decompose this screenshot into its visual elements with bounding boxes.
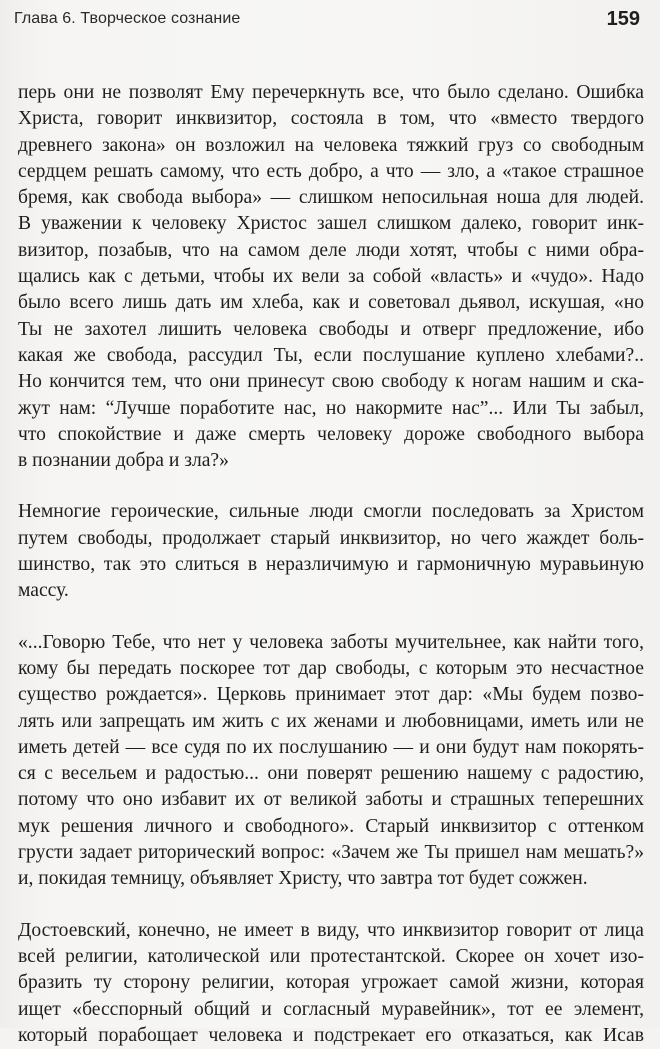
text-line: путем свободы, продолжает старый инквизитор, но чего жаждет боль- <box>18 527 644 549</box>
text-line: мук решения личного и свободного». Старый инквизитор с оттенком <box>18 815 644 837</box>
text-line: какая же свобода, рассудил Ты, если послушание куплено хлебами?.. <box>18 344 644 366</box>
text-line: ищет «бесспорный общий и согласный муравейник», тот ее элемент, <box>18 998 644 1020</box>
text-line: Немногие героические, сильные люди смогли последовать за Христом <box>18 501 644 523</box>
text-line: жут нам: “Лучше поработите нас, но накормите нас”... Или Ты забыл, <box>18 397 644 419</box>
paragraph <box>18 630 644 893</box>
text-line: и, покидая темницу, объявляет Христу, что завтра тот будет сожжен. <box>18 868 588 890</box>
text-line: бразить ту сторону религии, которая угрожает самой жизни, которая <box>18 972 644 994</box>
page-number: 159 <box>606 8 640 30</box>
text-line: что спокойствие и даже смерть человеку дороже свободного выбора <box>18 423 644 445</box>
body-text <box>18 80 644 1049</box>
text-line: массу. <box>18 580 69 602</box>
text-line: сердцем решать самому, что есть добро, а что — зло, а «такое страшное <box>18 160 644 182</box>
text-line: лять или запрещать им жить с их женами и любовницами, иметь или не <box>18 710 644 732</box>
text-line: щались как с детьми, чтобы их вели за собой «власть» и «чудо». Надо <box>18 266 644 288</box>
text-line: всей религии, католической или протестантской. Скорее он хочет изо- <box>18 945 644 967</box>
text-line: в познании добра и зла?» <box>18 450 229 472</box>
text-line: существо рождается». Церковь принимает этот дар: «Мы будем позво- <box>18 684 644 706</box>
text-line: который порабощает человека и подстрекает его отказаться, как Исав <box>18 1024 644 1046</box>
text-line: грусти задает риторический вопрос: «Зачем же Ты пришел нам мешать?» <box>18 842 644 864</box>
text-line: Но кончится тем, что они принесут свою свободу к ногам нашим и ска- <box>18 371 644 393</box>
text-line: ся с весельем и радостью... они поверят решению нашему с радостию, <box>18 763 644 785</box>
text-line: кому бы передать поскорее тот дар свободы, с которым это несчастное <box>18 657 644 679</box>
text-line: бремя, как свобода выбора» — слишком непосильная ноша для людей. <box>18 187 644 209</box>
text-line: потому что оно избавит их от великой заботы и страшных теперешних <box>18 789 644 811</box>
text-line: Достоевский, конечно, не имеет в виду, что инквизитор говорит от лица <box>18 919 644 941</box>
text-line: «...Говорю Тебе, что нет у человека заботы мучительнее, как найти того, <box>18 631 644 653</box>
text-line: Ты не захотел лишить человека свободы и отверг предложение, ибо <box>18 318 644 340</box>
page-header <box>14 8 640 34</box>
text-line: иметь детей — все судя по их послушанию — и они будут нам покорять- <box>18 736 644 758</box>
text-line: В уважении к человеку Христос зашел слишком далеко, говорит инк- <box>18 213 644 235</box>
text-line: шинство, так это слиться в неразличимую и гармоничную муравьиную <box>18 554 644 576</box>
text-line: древнего закона» он возложил на человека тяжкий груз со свободным <box>18 134 644 156</box>
paragraph <box>18 918 644 1049</box>
text-line: Христа, говорит инквизитор, состояла в том, что «вместо твердого <box>18 108 644 130</box>
text-line: визитор, позабыв, что на самом деле люди хотят, чтобы с ними обра- <box>18 239 644 261</box>
running-head: Глава 6. Творческое сознание <box>14 10 241 27</box>
text-line: было всего лишь дать им хлеба, как и советовал дьявол, искушая, «но <box>18 292 644 314</box>
paragraph <box>18 80 644 474</box>
text-line: перь они не позволят Ему перечеркнуть все, что было сделано. Ошибка <box>18 82 644 103</box>
paragraph <box>18 499 644 604</box>
